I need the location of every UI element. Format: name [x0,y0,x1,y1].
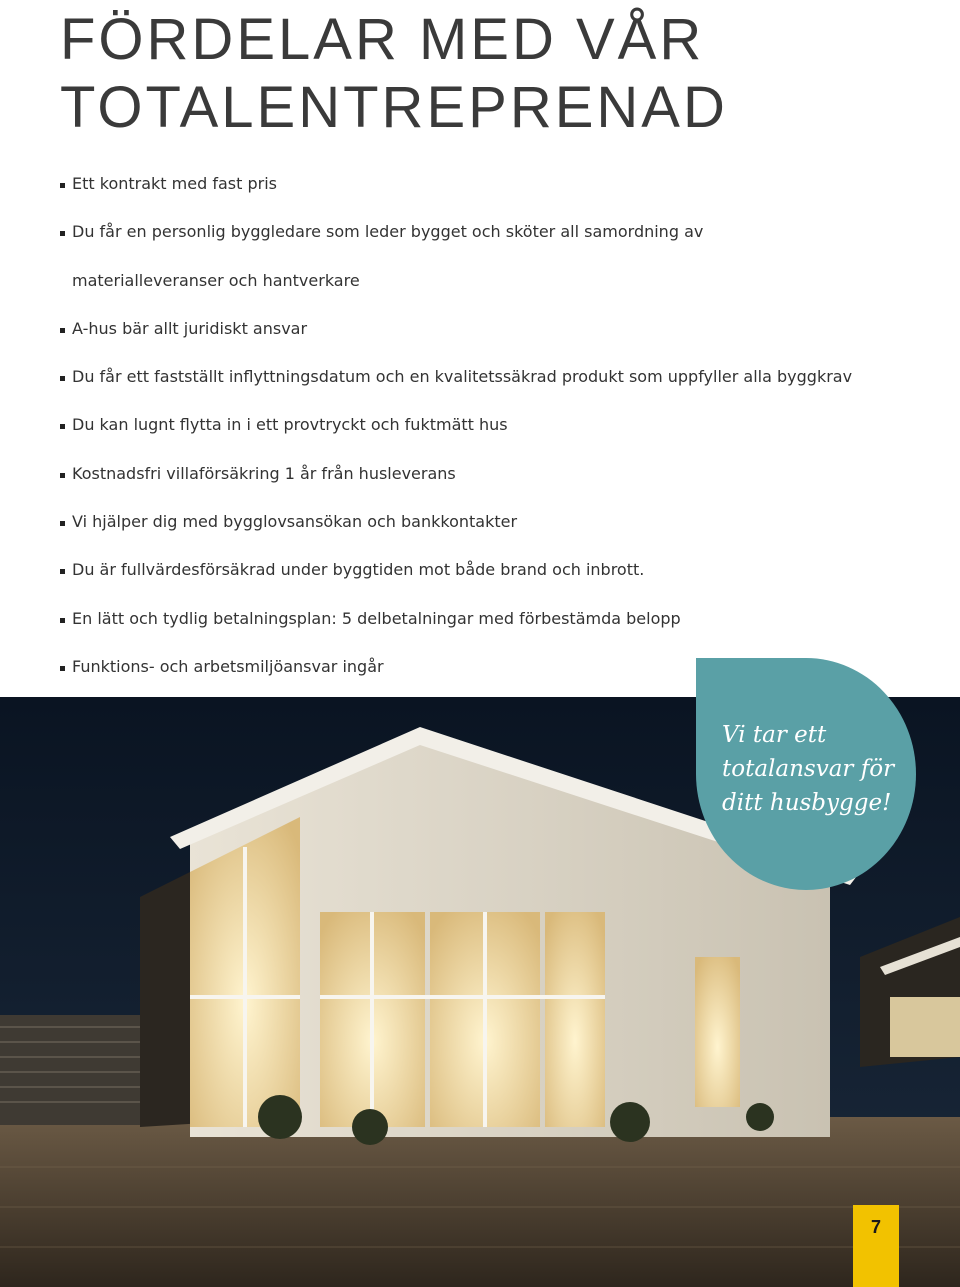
list-item: A-hus bär allt juridiskt ansvar [60,317,940,341]
quote-text [722,718,922,820]
page-title [60,6,728,142]
list-item-continuation: materialleveranser och hantverkare [72,270,360,290]
list-item: Vi hjälper dig med bygglovsansökan och bankkontakter [60,510,940,534]
list-item: Funktions- och arbetsmiljöansvar ingår [60,655,940,679]
list-item: Kostnadsfri villaförsäkring 1 år från husleverans [60,462,940,486]
page-number: 7 [853,1205,899,1287]
list-item: Du är fullvärdesförsäkrad under byggtiden mot både brand och inbrott. [60,558,940,582]
quote-line-2: totalansvar för [722,756,895,782]
quote-line-3: ditt husbygge! [722,790,892,816]
list-item: En lätt och tydlig betalningsplan: 5 delbetalningar med förbestämda belopp [60,607,940,631]
benefits-list [60,172,940,703]
quote-line-1: Vi tar ett [722,722,827,748]
list-item: Du får en personlig byggledare som leder bygget och sköter all samordning av [60,220,940,244]
title-line-2: TOTALENTREPRENAD [60,75,728,140]
list-item: Ett kontrakt med fast pris [60,172,940,196]
list-item: Du får ett fastställt inflyttningsdatum och en kvalitetssäkrad produkt som uppfyller alla byggkrav [60,365,940,389]
title-line-1: FÖRDELAR MED VÅR [60,7,705,72]
list-item: Du kan lugnt flytta in i ett provtryckt och fuktmätt hus [60,413,940,437]
